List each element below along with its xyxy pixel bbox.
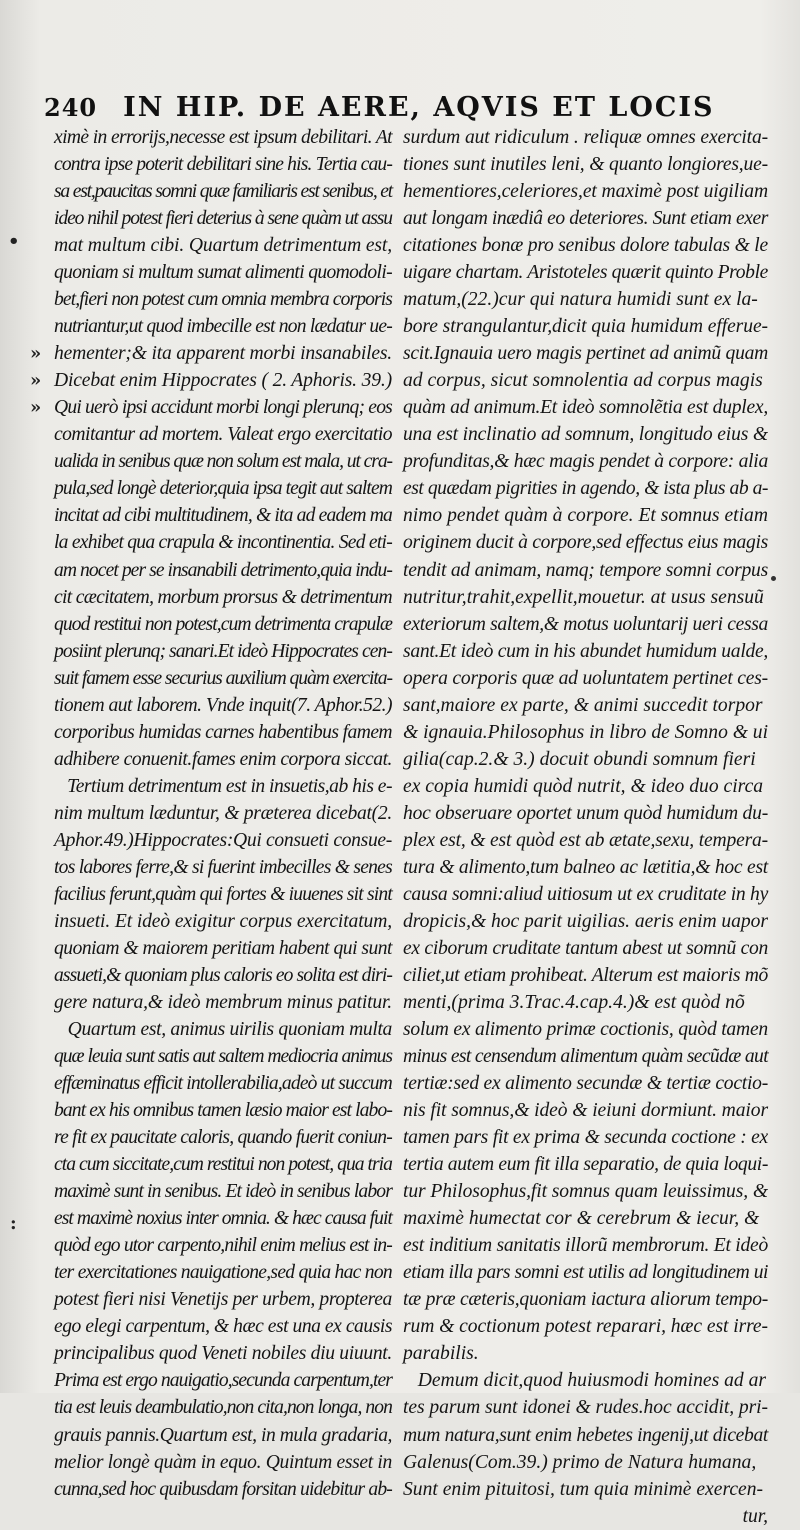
- text-line: tendit ad animam, namq; tempore somni corpus: [403, 559, 768, 581]
- text-line: originem ducit à corpore,sed effectus eius magis: [403, 532, 768, 554]
- text-line: tur,: [403, 1505, 768, 1527]
- text-line: Tertium detrimentum est in insuetis,ab his e-: [54, 775, 392, 797]
- text-line: & ignauia.Philosophus in libro de Somno & ui: [403, 721, 768, 743]
- text-line: am nocet per se insanabili detrimento,quia indu-: [54, 559, 392, 581]
- gutter-quote-mark: »: [30, 343, 42, 364]
- page-header: [44, 92, 764, 122]
- text-line: nis fit somnus,& ideò & ieiuni dormiunt. maior: [403, 1100, 768, 1122]
- text-line: incitat ad cibi multitudinem, & ita ad eadem ma: [54, 505, 392, 527]
- text-line: nutriantur,ut quod imbecille est non lædatur ue-: [54, 316, 392, 338]
- gutter-bullet: •: [8, 231, 20, 252]
- text-line: pula,sed longè deterior,quia ipsa tegit aut saltem: [54, 478, 392, 500]
- text-line: ex ciborum cruditate tantum abest ut somnũ con: [403, 937, 768, 959]
- text-line: una est inclinatio ad somnum, longitudo eius &: [403, 424, 768, 446]
- text-line: profunditas,& hæc magis pendet à corpore: alia: [403, 451, 768, 473]
- text-line: tamen pars fit ex prima & secunda coctione : ex: [403, 1127, 768, 1149]
- text-line: causa somni:aliud uitiosum ut ex cruditate in hy: [403, 883, 768, 905]
- text-line: tur Philosophus,fit somnus quam leuissimus, &: [403, 1181, 768, 1203]
- gutter-quote-mark: »: [30, 397, 42, 418]
- text-line: quoniam & maiorem peritiam habent qui sunt: [54, 937, 392, 959]
- text-line: ideo nihil potest fieri deterius à sene quàm ut assu: [54, 208, 392, 230]
- text-line: est inditium sanitatis illorũ membrorum. Et ideò: [403, 1235, 768, 1257]
- text-line: cit cæcitatem, morbum prorsus & detrimentum: [54, 586, 392, 608]
- text-line: tes parum sunt idonei & rudes.hoc accidit, pri-: [403, 1397, 768, 1419]
- text-line: potest fieri nisi Venetijs per urbem, propterea: [54, 1289, 392, 1311]
- text-line: minus est censendum alimentum quàm secũdæ aut: [403, 1046, 768, 1068]
- text-line: Quartum est, animus uirilis quoniam multa: [54, 1019, 392, 1041]
- text-line: dropicis,& hoc parit uigilias. aeris enim uapor: [403, 910, 768, 932]
- text-line: ualida in senibus quæ non solum est mala, ut cra-: [54, 451, 392, 473]
- text-line: Aphor.49.)Hippocrates:Qui consueti consue-: [54, 829, 392, 851]
- text-line: Sunt enim pituitosi, tum quia minimè exercen-: [403, 1478, 764, 1500]
- text-line: Dicebat enim Hippocrates ( 2. Aphoris. 39.): [54, 370, 392, 392]
- text-line: bet,fieri non potest cum omnia membra corporis: [54, 289, 392, 311]
- text-line: bore strangulantur,dicit quia humidum efferue-: [403, 316, 768, 338]
- text-line: uigare chartam. Aristoteles quærit quinto Proble: [403, 262, 768, 284]
- text-line: contra ipse poterit debilitari sine his. Tertia cau-: [54, 154, 392, 176]
- text-line: grauis pannis.Quartum est, in mula gradaria,: [54, 1424, 392, 1446]
- text-line: Prima est ergo nauigatio,secunda carpentum,ter: [54, 1370, 392, 1392]
- text-line: rum & coctionum potest reparari, hæc est irre-: [403, 1316, 768, 1338]
- text-line: sant.Et ideò cum in his abundet humidum ualde,: [403, 640, 768, 662]
- text-line: nimo pendet quàm à corpore. Et somnus etiam: [403, 505, 768, 527]
- text-line: tertia autem eum fit illa separatio, de quia loqui-: [403, 1154, 768, 1176]
- text-line: mat multum cibi. Quartum detrimentum est,: [54, 235, 392, 257]
- text-line: citationes bonæ pro senibus dolore tabulas & le: [403, 235, 768, 257]
- text-line: corporibus humidas carnes habentibus famem: [54, 721, 392, 743]
- text-line: Demum dicit,quod huiusmodi homines ad ar: [403, 1370, 767, 1392]
- text-line: cunna,sed hoc quibusdam forsitan uidebitur ab-: [54, 1478, 392, 1500]
- text-line: hementiores,celeriores,et maximè post uigiliam: [403, 181, 768, 203]
- text-line: ter exercitationes nauigatione,sed quia hac non: [54, 1262, 392, 1284]
- text-line: matum,(22.)cur qui natura humidi sunt ex la-: [403, 289, 758, 311]
- text-line: opera corporis quæ ad uoluntatem pertinet ces-: [403, 667, 768, 689]
- text-line: melior longè quàm in equo. Quintum esset in: [54, 1451, 392, 1473]
- text-line: re fit ex paucitate caloris, quando fuerit coniun-: [54, 1127, 392, 1149]
- text-line: tæ præ cæteris,quoniam iactura aliorum tempo-: [403, 1289, 768, 1311]
- text-line: plex est, & est quòd est ab ætate,sexu, tempera-: [403, 829, 768, 851]
- text-line: la exhibet qua crapula & incontinentia. Sed eti-: [54, 532, 392, 554]
- text-line: sa est,paucitas somni quæ familiaris est senibus, et: [54, 181, 392, 203]
- edge-dot: [771, 576, 776, 581]
- text-line: ad corpus, sicut somnolentia ad corpus magis: [403, 370, 763, 392]
- gutter-colon-mark: :: [10, 1213, 17, 1234]
- running-head: IN HIP. DE AERE, AQVIS ET LOCIS: [123, 92, 715, 123]
- text-line: ximè in errorijs,necesse est ipsum debilitari. At: [54, 127, 392, 148]
- text-line: nim multum læduntur, & præterea dicebat(2.: [54, 802, 392, 824]
- text-line: scit.Ignauia uero magis pertinet ad animũ quam: [403, 343, 768, 365]
- text-line: tos labores ferre,& si fuerint imbecilles & senes: [54, 856, 392, 878]
- text-line: adhibere conuenit.fames enim corpora siccat.: [54, 748, 392, 770]
- text-line: exteriorum saltem,& motus uoluntarij ueri cessa: [403, 613, 768, 635]
- text-line: tertiæ:sed ex alimento secundæ & tertiæ coctio-: [403, 1073, 768, 1095]
- text-line: tiones sunt inutiles leni, & quanto longiores,ue-: [403, 154, 768, 176]
- text-line: nutritur,trahit,expellit,mouetur. at usus sensuũ: [403, 586, 764, 608]
- text-line: posiint plerunq; sanari.Et ideò Hippocrates cen-: [54, 640, 392, 662]
- text-line: aut longam inædiâ eo deteriores. Sunt etiam exer: [403, 208, 768, 230]
- text-line: maximè humectat cor & cerebrum & iecur, &: [403, 1208, 760, 1230]
- text-line: ciliet,ut etiam prohibeat. Alterum est maioris mõ: [403, 964, 768, 986]
- text-line: tia est leuis deambulatio,non cita,non longa, non: [54, 1397, 392, 1419]
- text-line: ex copia humidi quòd nutrit, & ideo duo circa: [403, 775, 764, 797]
- text-line: est maximè noxius inter omnia. & hæc causa fuit: [54, 1208, 392, 1230]
- text-line: gere natura,& ideò membrum minus patitur.: [54, 992, 392, 1013]
- text-line: gilia(cap.2.& 3.) docuit obundi somnum fieri: [403, 748, 756, 770]
- text-line: quod restitui non potest,cum detrimenta crapulæ: [54, 613, 392, 635]
- text-line: hementer;& ita apparent morbi insanabiles.: [54, 343, 392, 365]
- text-line: est quædam pigrities in agendo, & ista plus ab a-: [403, 478, 768, 500]
- text-line: mum natura,sunt enim hebetes ingenij,ut dicebat: [403, 1424, 768, 1446]
- text-line: facilius ferunt,quàm qui fortes & iuuenes sit sint: [54, 883, 392, 905]
- text-line: cta cum siccitate,cum restitui non potest, qua tria: [54, 1154, 392, 1176]
- text-line: effæminatus efficit intollerabilia,adeò ut succum: [54, 1073, 392, 1095]
- text-line: Galenus(Com.39.) primo de Natura humana,: [403, 1451, 757, 1473]
- text-line: insueti. Et ideò exigitur corpus exercitatum,: [54, 910, 392, 932]
- text-line: surdum aut ridiculum . reliquæ omnes exercita-: [403, 127, 769, 148]
- text-line: solum ex alimento primæ coctionis, quòd tamen: [403, 1019, 768, 1041]
- text-line: quàm ad animum.Et ideò somnolẽtia est duplex,: [403, 397, 768, 419]
- text-line: etiam illa pars somni est utilis ad longitudinem ui: [403, 1262, 768, 1284]
- text-line: maximè sunt in senibus. Et ideò in senibus labor: [54, 1181, 392, 1203]
- text-line: comitantur ad mortem. Valeat ergo exercitatio: [54, 424, 392, 446]
- left-column: [54, 124, 392, 1503]
- gutter-quote-mark: »: [30, 370, 42, 391]
- text-line: suit famem esse securius auxilium quàm exercita-: [54, 667, 392, 689]
- page-number: 240: [44, 93, 98, 122]
- text-line: principalibus quod Veneti nobiles diu uiuunt.: [54, 1343, 392, 1365]
- text-line: Qui uerò ipsi accidunt morbi longi plerunq; eos: [54, 397, 392, 419]
- text-line: tura & alimento,tum balneo ac lætitia,& hoc est: [403, 856, 768, 878]
- right-column: [403, 124, 768, 1530]
- text-line: hoc obseruare oportet unum quòd humidum du-: [403, 802, 768, 824]
- text-line: quæ leuia sunt satis aut saltem mediocria animus: [54, 1046, 392, 1068]
- text-line: parabilis.: [403, 1343, 479, 1365]
- text-line: quoniam si multum sumat alimenti quomodoli-: [54, 262, 392, 284]
- text-line: bant ex his omnibus tamen læsio maior est labo-: [54, 1100, 392, 1122]
- text-line: quòd ego utor carpento,nihil enim melius est in-: [54, 1235, 392, 1257]
- text-line: tionem aut laborem. Vnde inquit(7. Aphor.52.): [54, 694, 392, 716]
- text-line: assueti,& quoniam plus caloris eo solita est diri-: [54, 964, 392, 986]
- text-line: menti,(prima 3.Trac.4.cap.4.)& est quòd nõ: [403, 992, 745, 1013]
- text-line: sant,maiore ex parte, & animi succedit torpor: [403, 694, 763, 716]
- text-line: ego elegi carpentum, & hæc est una ex causis: [54, 1316, 392, 1338]
